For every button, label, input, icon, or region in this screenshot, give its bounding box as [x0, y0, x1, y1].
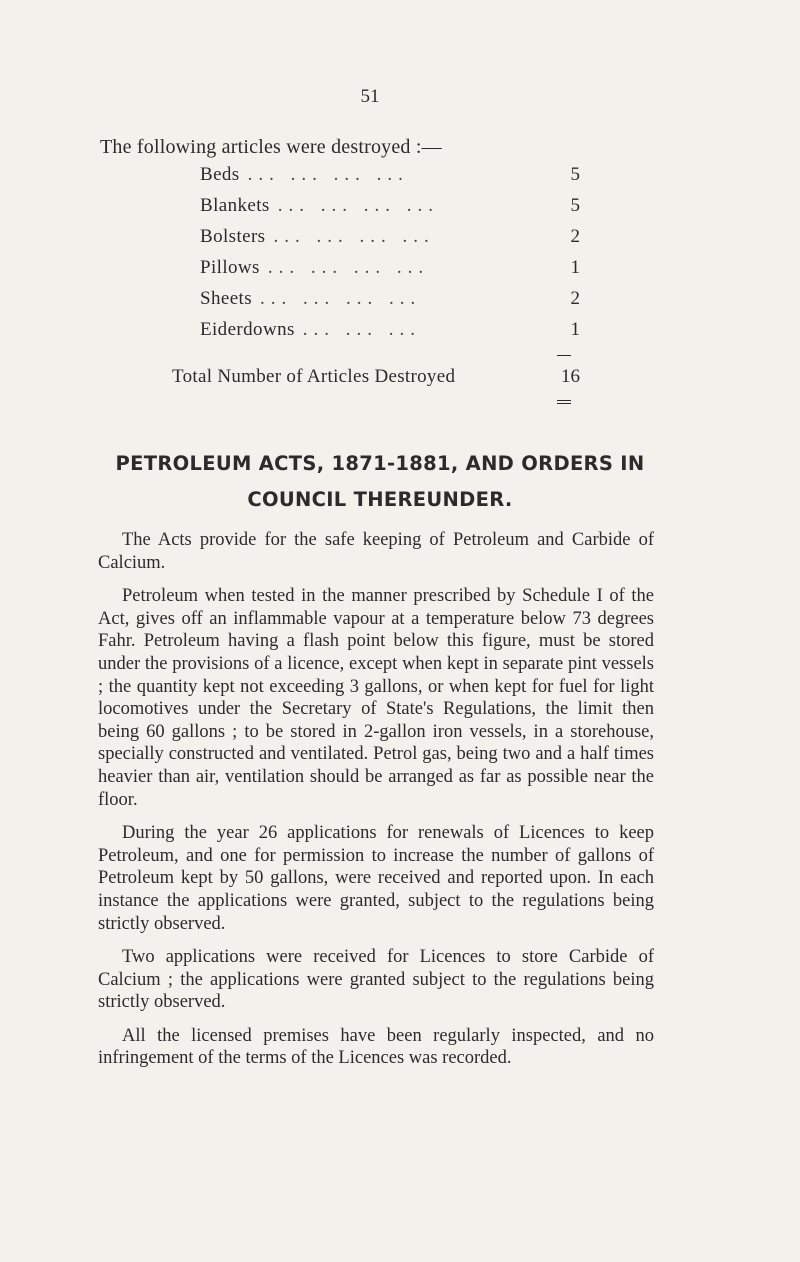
sum-rule	[557, 355, 571, 356]
article-count: 5	[570, 195, 580, 216]
total-row	[172, 366, 580, 388]
paragraph: The Acts provide for the safe keeping of Petroleum and Carbide of Calcium.	[98, 530, 654, 573]
leader-dots: ... ... ... ...	[267, 257, 430, 278]
article-row	[200, 195, 580, 226]
leader-dots: ... ... ... ...	[277, 195, 439, 216]
article-count: 2	[570, 226, 580, 247]
double-rule-bottom	[557, 403, 571, 404]
article-name: Pillows	[200, 257, 260, 278]
article-row	[200, 319, 580, 350]
article-name: Sheets	[200, 288, 253, 309]
leader-dots: ... ... ... ...	[273, 226, 435, 247]
section-heading	[95, 446, 665, 518]
article-count: 1	[570, 319, 580, 340]
article-name: Beds	[200, 164, 240, 185]
article-count: 1	[570, 257, 580, 278]
leader-dots: ... ... ...	[302, 319, 422, 340]
paragraph: Two applications were received for Licences to store Carbide of Calcium ; the applications were granted subject to the regulations being strictly observed.	[98, 947, 654, 1013]
paragraph: During the year 26 applications for renewals of Licences to keep Petroleum, and one for permission to increase the number of gallons of Petroleum kept by 50 gallons, were received and reported upon. In each instance the applications were granted, subject to the regulations being strictly observed.	[98, 823, 654, 934]
paragraph: All the licensed premises have been regularly inspected, and no infringement of the terms of the Licences was recorded.	[98, 1025, 654, 1069]
article-name: Blankets	[200, 195, 270, 216]
heading-line-1: PETROLEUM ACTS, 1871-1881, AND ORDERS IN	[115, 452, 645, 475]
articles-intro: The following articles were destroyed :—	[100, 136, 442, 158]
heading-line-2: COUNCIL THEREUNDER.	[247, 488, 513, 511]
body-text	[98, 529, 654, 1081]
article-count: 5	[570, 164, 580, 185]
article-name: Eiderdowns	[200, 319, 295, 340]
leader-dots: ... ... ... ...	[260, 288, 422, 309]
paragraph: Petroleum when tested in the manner prescribed by Schedule I of the Act, gives off an inflammable vapour at a temperature below 73 degrees Fahr. Petroleum having a flash point below this figure, must be stored under the provisions of a licence, except when kept in separate pint vessels ; the quantity kept not exceeding 3 gallons, or when kept for fuel for light locomotives under the Secretary of State's Regulations, the limit then being 60 gallons ; to be stored in 2-gallon iron vessels, in a storehouse, specially constructed and ventilated. Petrol gas, being two and a half times heavier than air, ventilation should be arranged as far as possible near the floor.	[98, 586, 654, 810]
articles-list	[200, 164, 580, 350]
double-rule-top	[557, 400, 571, 401]
page-number: 51	[360, 86, 380, 107]
article-name: Bolsters	[200, 226, 266, 247]
article-row	[200, 288, 580, 319]
total-count: 16	[561, 366, 580, 387]
article-row	[200, 257, 580, 288]
article-count: 2	[570, 288, 580, 309]
leader-dots: ... ... ... ...	[247, 164, 409, 185]
article-row	[200, 164, 580, 195]
article-row	[200, 226, 580, 257]
total-label: Total Number of Articles Destroyed	[172, 366, 456, 387]
